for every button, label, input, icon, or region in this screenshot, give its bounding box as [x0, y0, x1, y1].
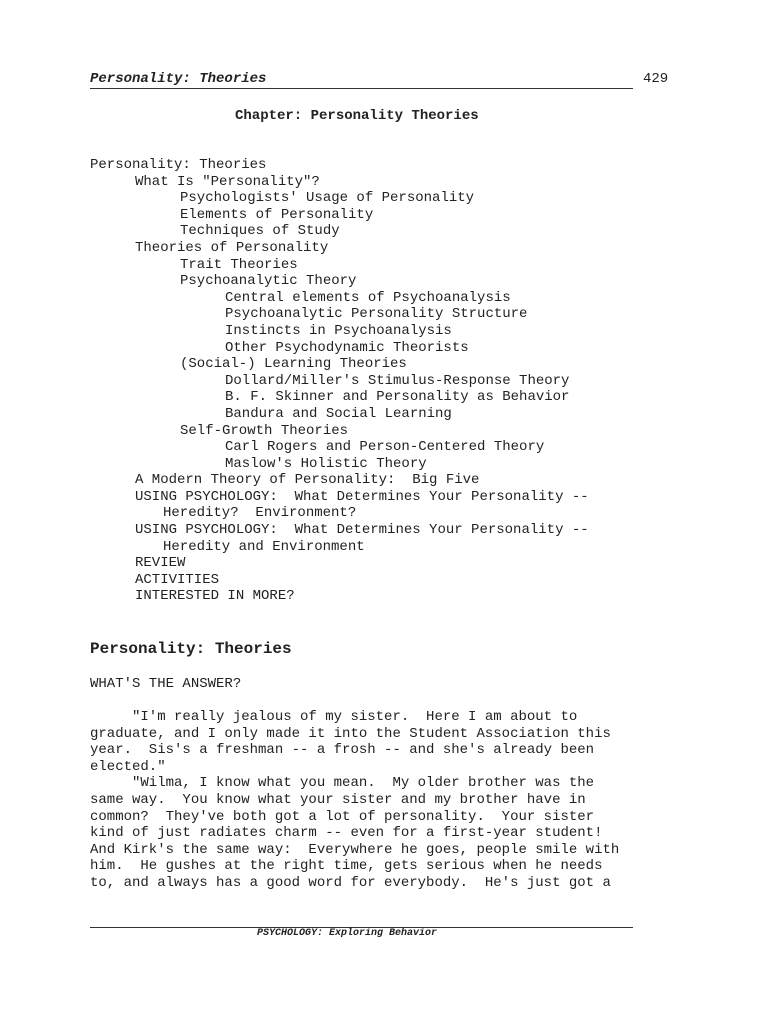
- toc-item: ACTIVITIES: [135, 571, 220, 588]
- toc-item: Carl Rogers and Person-Centered Theory: [225, 439, 545, 456]
- body-line: year. Sis's a freshman -- a frosh -- and she's already been: [90, 742, 595, 759]
- table-of-contents: [90, 157, 589, 605]
- body-line: "Wilma, I know what you mean. My older brother was the: [90, 775, 595, 792]
- toc-item: What Is "Personality"?: [135, 173, 320, 190]
- body-line: And Kirk's the same way: Everywhere he goes, people smile with: [90, 841, 620, 858]
- toc-item: Instincts in Psychoanalysis: [225, 322, 452, 339]
- section-subheading: WHAT'S THE ANSWER?: [90, 676, 242, 692]
- footer-book-title: PSYCHOLOGY: Exploring Behavior: [257, 928, 438, 939]
- toc-item: Maslow's Holistic Theory: [225, 455, 427, 472]
- toc-item: Techniques of Study: [180, 223, 340, 240]
- body-line: "I'm really jealous of my sister. Here I am about to: [90, 709, 578, 725]
- chapter-heading: Chapter: Personality Theories: [235, 108, 479, 124]
- toc-item: B. F. Skinner and Personality as Behavior: [225, 389, 570, 406]
- toc-item: Trait Theories: [180, 256, 298, 273]
- toc-item: Central elements of Psychoanalysis: [225, 289, 511, 306]
- toc-item: Dollard/Miller's Stimulus-Response Theory: [225, 372, 570, 389]
- section-heading: Personality: Theories: [90, 640, 292, 658]
- toc-item: (Social-) Learning Theories: [180, 356, 407, 373]
- body-line: to, and always has a good word for everybody. He's just got a: [90, 874, 611, 891]
- toc-item: Self-Growth Theories: [180, 422, 349, 439]
- body-line: elected.": [90, 758, 166, 775]
- toc-item: Psychoanalytic Personality Structure: [225, 306, 528, 323]
- toc-item: Bandura and Social Learning: [225, 405, 452, 422]
- toc-item: Psychologists' Usage of Personality: [180, 190, 475, 207]
- toc-item: Heredity and Environment: [163, 538, 365, 555]
- toc-item: Elements of Personality: [180, 206, 374, 223]
- toc-item: REVIEW: [135, 555, 186, 572]
- toc-item: Psychoanalytic Theory: [180, 273, 357, 290]
- body-line: graduate, and I only made it into the Student Association this: [90, 725, 611, 742]
- header-divider: [90, 88, 633, 89]
- toc-item: INTERESTED IN MORE?: [135, 588, 295, 605]
- body-line: common? They've both got a lot of personality. Your sister: [90, 808, 595, 825]
- toc-item: A Modern Theory of Personality: Big Five: [135, 472, 480, 489]
- toc-item: USING PSYCHOLOGY: What Determines Your Personality --: [135, 488, 589, 505]
- body-line: same way. You know what your sister and my brother have in: [90, 791, 586, 808]
- running-header-title: Personality: Theories: [90, 71, 267, 87]
- toc-item: Theories of Personality: [135, 239, 329, 256]
- body-line: kind of just radiates charm -- even for a first-year student!: [90, 825, 603, 842]
- body-text: [90, 709, 619, 892]
- toc-item: Heredity? Environment?: [163, 505, 357, 522]
- body-line: him. He gushes at the right time, gets serious when he needs: [90, 858, 603, 875]
- toc-item: USING PSYCHOLOGY: What Determines Your Personality --: [135, 522, 589, 539]
- toc-item: Personality: Theories: [90, 157, 267, 173]
- page-number: 429: [643, 71, 669, 87]
- toc-item: Other Psychodynamic Theorists: [225, 339, 469, 356]
